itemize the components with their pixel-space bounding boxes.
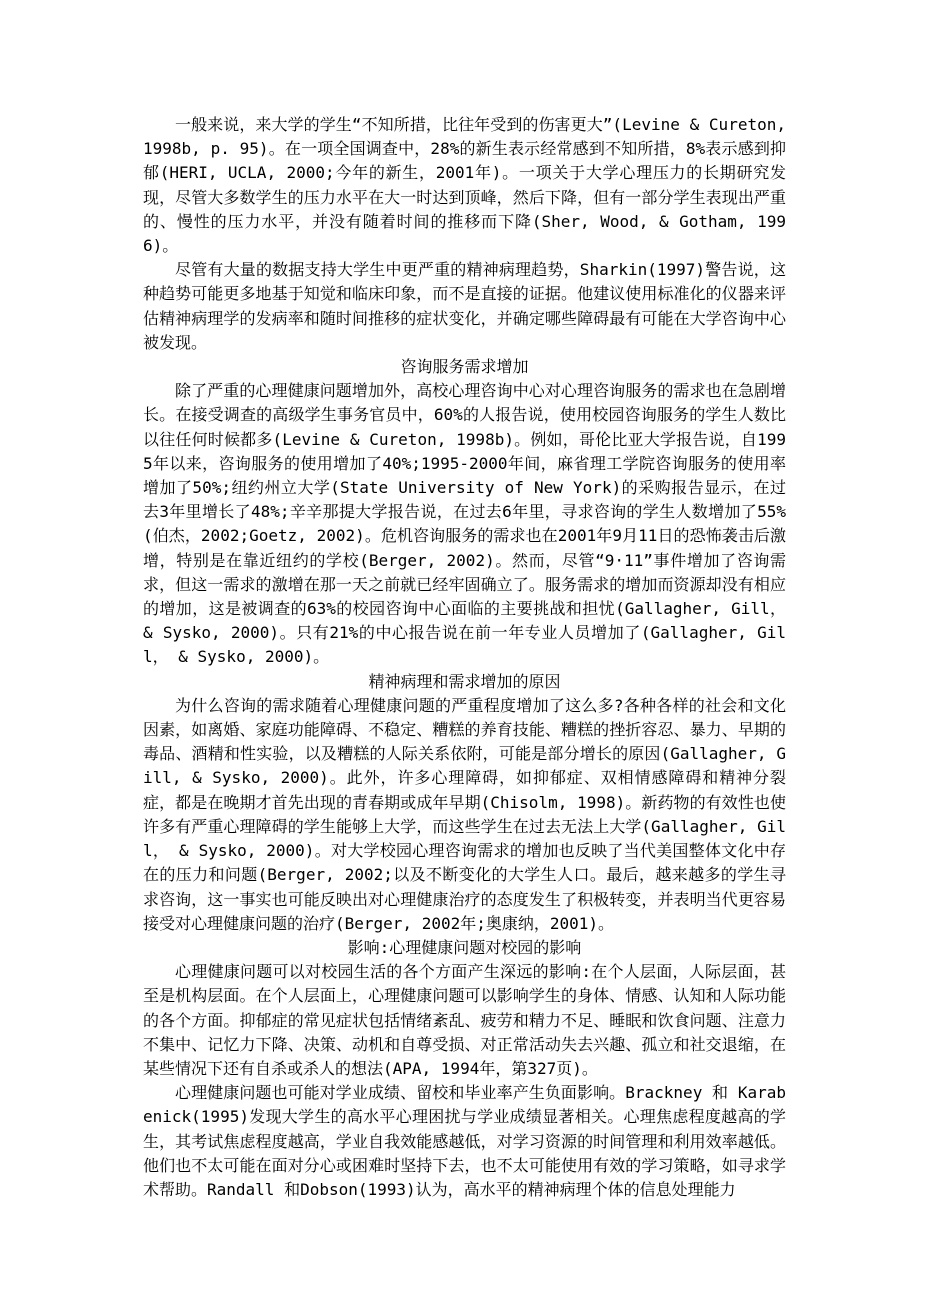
- paragraph: 为什么咨询的需求随着心理健康问题的严重程度增加了这么多?各种各样的社会和文化因素，如离婚、家庭功能障碍、不稳定、糟糕的养育技能、糟糕的挫折容忍、暴力、早期的毒品、酒精和性实验，以及糟糕的人际关系依附，可能是部分增长的原因(Gallagher, Gill, & Sysko, 2000)。此外，许多心理障碍，如抑郁症、双相情感障碍和精神分裂症，都是在晚期才首先出现的青春期或成年早期(Chisolm, 1998)。新药物的有效性也使许多有严重心理障碍的学生能够上大学，而这些学生在过去无法上大学(Gallagher, Gill， & Sysko, 2000)。对大学校园心理咨询需求的增加也反映了当代美国整体文化中存在的压力和问题(Berger, 2002;以及不断变化的大学生人口。最后，越来越多的学生寻求咨询，这一事实也可能反映出对心理健康治疗的态度发生了积极转变，并表明当代更容易接受对心理健康问题的治疗(Berger, 2002年;奥康纳，2001)。: [143, 695, 786, 933]
- section-heading: 咨询服务需求增加: [400, 357, 529, 377]
- paragraph: 除了严重的心理健康问题增加外，高校心理咨询中心对心理咨询服务的需求也在急剧增长。在接受调查的高级学生事务官员中，60%的人报告说，使用校园咨询服务的学生人数比以往任何时候都多(Levine & Cureton, 1998b)。例如，哥伦比亚大学报告说，自1995年以来，咨询服务的使用增加了40%;1995-2000年间，麻省理工学院咨询服务的使用率增加了50%;纽约州立大学(State University of New York)的采购报告显示，在过去3年里增长了48%;辛辛那提大学报告说，在过去6年里，寻求咨询的学生人数增加了55%(伯杰，2002;Goetz, 2002)。危机咨询服务的需求也在2001年9月11日的恐怖袭击后激增，特别是在靠近纽约的学校(Berger, 2002)。然而，尽管“9·11”事件增加了咨询需求，但这一需求的激增在那一天之前就已经牢固确立了。服务需求的增加而资源却没有相应的增加，这是被调查的63%的校园咨询中心面临的主要挑战和担忧(Gallagher, Gill， & Sysko, 2000)。只有21%的中心报告说在前一年专业人员增加了(Gallagher, Gill， & Sysko, 2000)。: [143, 381, 786, 667]
- paragraph: 心理健康问题可以对校园生活的各个方面产生深远的影响:在个人层面，人际层面，甚至是机构层面。在个人层面上，心理健康问题可以影响学生的身体、情感、认知和人际功能的各个方面。抑郁症的常见症状包括情绪紊乱、疲劳和精力不足、睡眠和饮食问题、注意力不集中、记忆力下降、决策、动机和自尊受损、对正常活动失去兴趣、孤立和社交退缩，在某些情况下还有自杀或杀人的想法(APA, 1994年，第327页)。: [143, 962, 786, 1078]
- section-heading: 精神病理和需求增加的原因: [368, 671, 561, 691]
- paragraph: 尽管有大量的数据支持大学生中更严重的精神病理趋势，Sharkin(1997)警告说，这种趋势可能更多地基于知觉和临床印象，而不是直接的证据。他建议使用标准化的仪器来评估精神病理学的发病率和随时间推移的症状变化，并确定哪些障碍最有可能在大学咨询中心被发现。: [143, 260, 786, 352]
- section-heading: 影响:心理健康问题对校园的影响: [347, 937, 582, 957]
- paragraph: 心理健康问题也可能对学业成绩、留校和毕业率产生负面影响。Brackney 和 Karabenick(1995)发现大学生的高水平心理困扰与学业成绩显著相关。心理焦虑程度越高的学生，其考试焦虑程度越高，学业自我效能感越低，对学习资源的时间管理和利用效率越低。他们也不太可能在面对分心或困难时坚持下去，也不太可能使用有效的学习策略，如寻求学术帮助。Randall 和Dobson(1993)认为，高水平的精神病理个体的信息处理能力: [143, 1083, 786, 1199]
- paragraph: 一般来说，来大学的学生“不知所措，比往年受到的伤害更大”(Levine & Cureton, 1998b, p. 95)。在一项全国调查中，28%的新生表示经常感到不知所措，8%表示感到抑郁(HERI, UCLA, 2000;今年的新生，2001年)。一项关于大学心理压力的长期研究发现，尽管大多数学生的压力水平在大一时达到顶峰，然后下降，但有一部分学生表现出严重的、慢性的压力水平，并没有随着时间的推移而下降(Sher, Wood, & Gotham, 1996)。: [143, 115, 786, 256]
- document-page: [143, 113, 786, 1202]
